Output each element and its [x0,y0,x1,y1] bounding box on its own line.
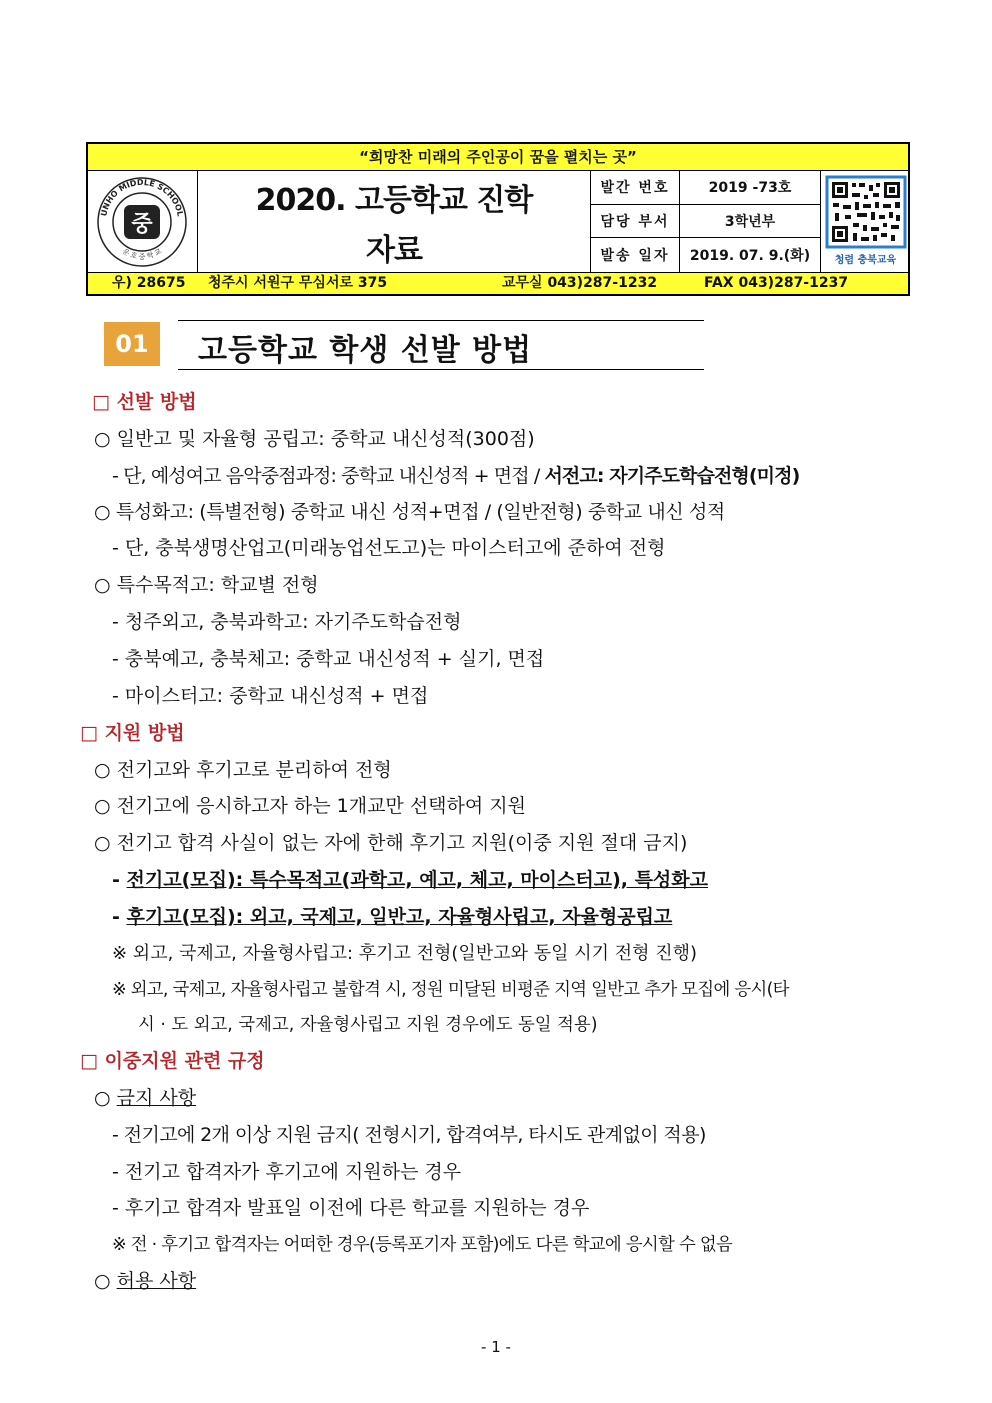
bullet-line: ○ 전기고에 응시하고자 하는 1개교만 선택하여 지원 [94,795,526,817]
dash-line: - 마이스터고: 중학교 내신성적 + 면접 [112,685,429,707]
dash-line: - 충북예고, 충북체고: 중학교 내신성적 + 실기, 면접 [112,648,545,670]
school-motto: “희망찬 미래의 주인공이 꿈을 펼치는 곳” [88,144,908,171]
bullet-line: ○ 일반고 및 자율형 공립고: 중학교 내신성적(300점) [94,428,535,450]
title-line-2: 자료 [366,233,422,268]
dash-line: - 후기고 합격자 발표일 이전에 다른 학교를 지원하는 경우 [112,1197,590,1219]
address-bar [88,272,908,294]
qr-code-cell [821,171,910,272]
heading-double-application: □ 이중지원 관련 규정 [80,1050,265,1072]
dash-line [112,865,708,892]
note-line: ※ 전 · 후기고 합격자는 어떠한 경우(등록포기자 포함)에도 다른 학교에 응시할 수 없음 [112,1235,733,1255]
info-value: 2019. 07. 9.(화) [680,238,821,272]
dash-line [112,902,672,929]
logo-letter: 중 [131,212,153,237]
dash-line: - 청주외고, 충북과학고: 자기주도학습전형 [112,611,462,633]
dash-prefix: - [112,869,127,891]
logo-ring-text: UNHO MIDDLE SCHOOL [99,177,185,218]
info-row-department [591,205,821,239]
bullet-line [94,1266,196,1293]
info-label: 담당 부서 [591,205,680,238]
section-title-text: 고등학교 학생 선발 방법 [198,333,533,368]
zip-code: 우) 28675 [112,275,186,291]
logo-ring-text-bottom: 운 호 중 학 교 [120,247,164,261]
bullet-prefix: ○ [94,1270,117,1292]
qr-caption: 청렴 충북교육 [834,255,897,266]
heading-application-method: □ 지원 방법 [80,722,185,744]
bullet-prefix: ○ [94,1087,117,1109]
document-title [198,171,591,272]
school-logo [88,171,196,270]
dash-line-bold-text: 서전고: 자기주도학습전형(미정) [544,465,800,487]
note-line: ※ 외고, 국제고, 자율형사립고 불합격 시, 정원 미달된 비평준 지역 일반고 추가 모집에 응시(타 [112,980,789,1000]
late-school-recruit: 후기고(모집): 외고, 국제고, 일반고, 자율형사립고, 자율형공립고 [126,906,673,928]
note-line-continued: 시 · 도 외고, 국제고, 자율형사립고 지원 경우에도 동일 적용) [138,1015,598,1035]
heading-selection-method: □ 선발 방법 [92,391,197,413]
bullet-line [94,1083,196,1110]
bullet-line: ○ 특수목적고: 학교별 전형 [94,574,319,596]
early-school-recruit: 전기고(모집): 특수목적고(과학고, 예고, 체고, 마이스터고), 특성화고 [126,869,708,891]
bullet-line: ○ 특성화고: (특별전형) 중학교 내신 성적+면접 / (일반전형) 중학교 내신 성적 [94,501,725,523]
title-line-1: 2020. 고등학교 진학 [255,183,533,218]
info-label: 발송 일자 [591,238,680,272]
section-title [178,320,704,370]
page-number: - 1 - [481,1338,511,1356]
office-phone: 교무실 043)287-1232 [502,275,658,291]
dash-prefix: - [112,906,127,928]
prohibited-items: 금지 사항 [116,1087,197,1109]
bullet-line: ○ 전기고 합격 사실이 없는 자에 한해 후기고 지원(이중 지원 절대 금지) [94,832,688,854]
issue-info-table [591,171,821,272]
dash-line: - 전기고 합격자가 후기고에 지원하는 경우 [112,1161,462,1183]
school-address: 청주시 서원구 무심서로 375 [208,275,388,291]
document-header [86,142,910,296]
qr-code-icon [821,171,910,251]
section-number-badge: 01 [104,322,160,366]
bullet-line: ○ 전기고와 후기고로 분리하여 전형 [94,759,392,781]
dash-line-text: - 단, 예성여고 음악중점과정: 중학교 내신성적 + 면접 / [112,465,545,487]
dash-line [112,461,799,488]
info-value: 2019 -73호 [680,171,821,204]
dash-line: - 전기고에 2개 이상 지원 금지( 전형시기, 합격여부, 타시도 관계없이 적용) [112,1124,706,1146]
allowed-items: 허용 사항 [116,1270,197,1292]
dash-line: - 단, 충북생명산업고(미래농업선도고)는 마이스터고에 준하여 전형 [112,537,666,559]
svg-text:운 호 중 학 교 [121,247,163,261]
info-row-issue-number [591,171,821,205]
info-row-send-date [591,238,821,272]
school-logo-cell [88,171,198,272]
info-label: 발간 번호 [591,171,680,204]
note-line: ※ 외고, 국제고, 자율형사립고: 후기고 전형(일반고와 동일 시기 전형 진행) [112,943,697,964]
info-value: 3학년부 [680,205,821,238]
fax-number: FAX 043)287-1237 [704,275,849,291]
